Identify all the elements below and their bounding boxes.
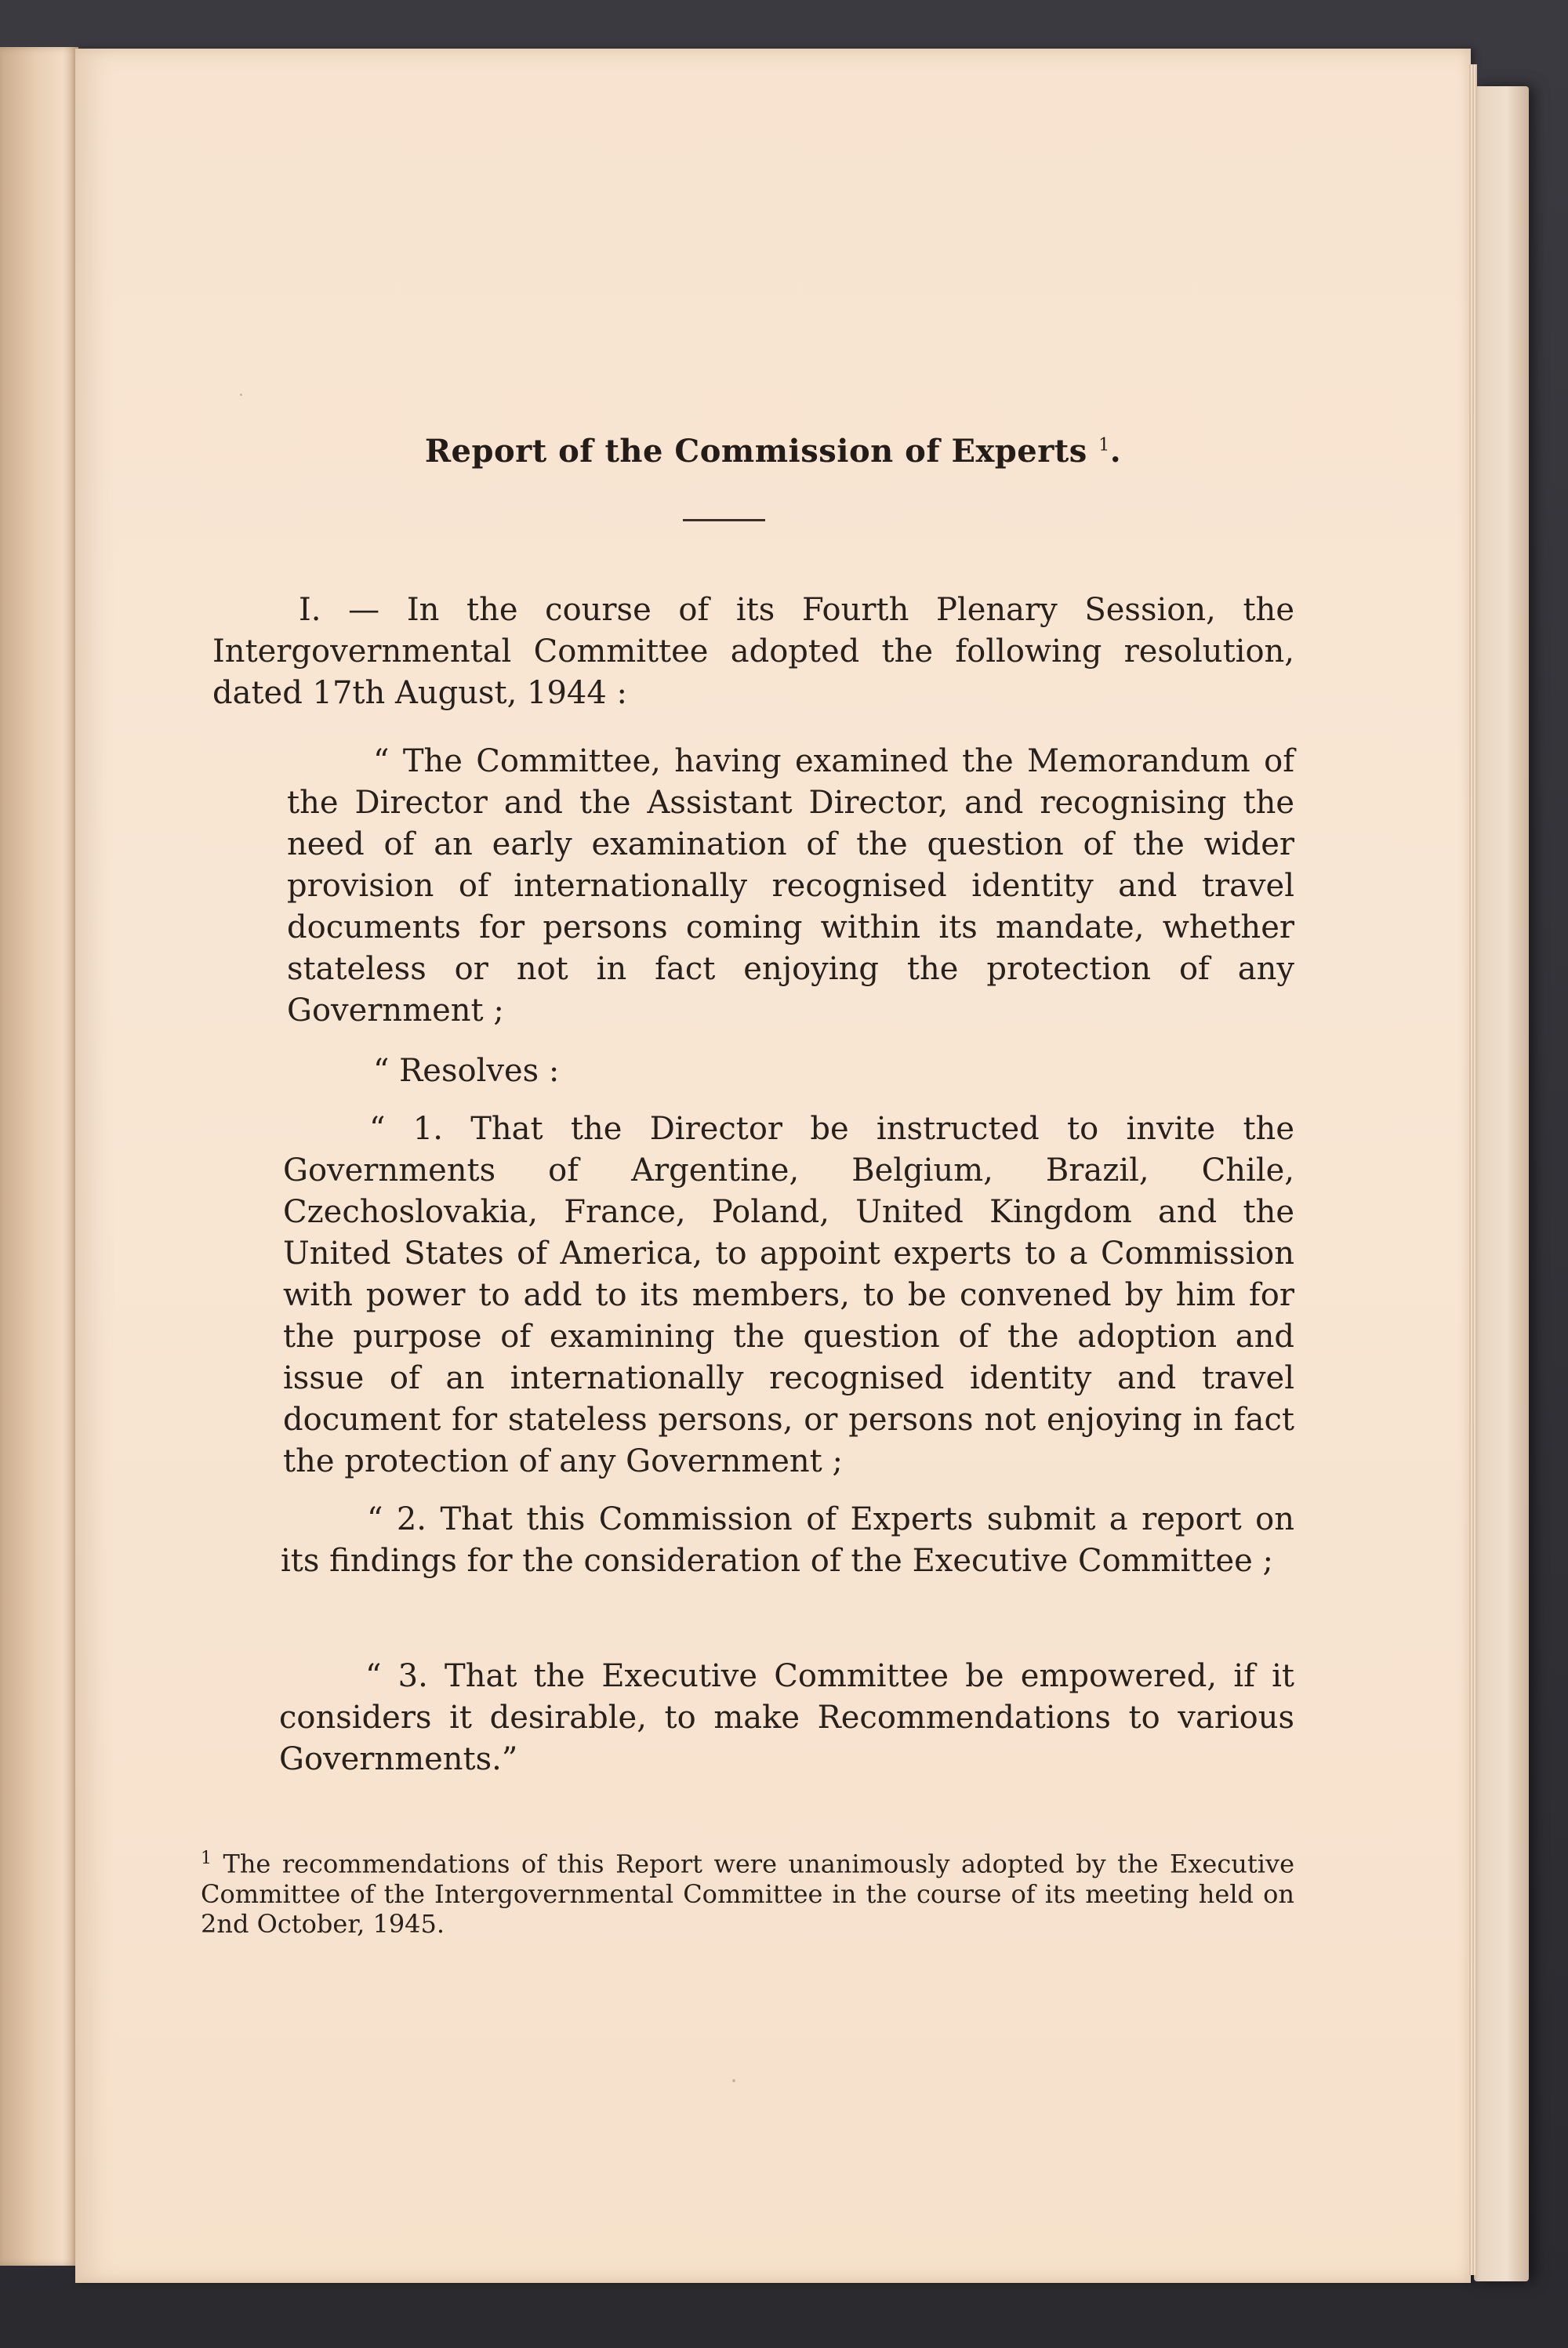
title-footnote-mark: 1 — [1098, 435, 1110, 455]
paper-speck — [732, 2079, 735, 2082]
footnote-text: The recommendations of this Report were unanimously adopted by the Executive Committee of the Intergovernmental Committee in the course of its meeting held on 2nd October, 1945. — [201, 1849, 1295, 1939]
document-page — [75, 49, 1471, 2283]
page-title: Report of the Commission of Experts $^1$. — [424, 433, 1122, 470]
paragraph-resolution-preamble: “ The Committee, having examined the Memorandum of the Director and the Assistant Director, and recognising the need of an early examination of the question of the wider provision of internationally recognised identity and travel documents for persons coming within its mandate, whether stateless or not in fact enjoying the protection of any Government ; — [287, 743, 1294, 1029]
paragraph-resolves: “ Resolves : — [373, 1053, 560, 1089]
book-back-edge — [1474, 86, 1529, 2281]
paper-speck — [240, 394, 242, 396]
paragraph-point-2: “ 2. That this Commission of Experts submit a report on its findings for the consideration of the Executive Committee ; — [281, 1501, 1294, 1579]
title-text: Report of the Commission of Experts — [424, 433, 1087, 470]
paragraph-point-1: “ 1. That the Director be instructed to invite the Governments of Argentine, Belgium, Brazil, Chile, Czechoslovakia, France, Poland, United Kingdom and the United States of America, to appoint experts to a Commission with power to add to its members, to be convened by him for the purpose of examining the question of the adoption and issue of an internationally recognised identity and travel document for stateless persons, or persons not enjoying in fact the protection of any Government ; — [283, 1111, 1294, 1479]
title-divider — [683, 519, 765, 521]
facing-page-edge — [0, 47, 78, 2266]
paragraph-point-3: “ 3. That the Executive Committee be empowered, if it considers it desirable, to make Recommendations to various Governments.” — [279, 1658, 1294, 1777]
page-stack-edge — [1469, 64, 1477, 2275]
paragraph-intro: I. — In the course of its Fourth Plenary Session, the Intergovernmental Committee adopted the following resolution, dated 17th August, 1944 : — [212, 592, 1294, 711]
footnote-mark: 1 — [201, 1849, 212, 1868]
footnote — [201, 1844, 1294, 1939]
